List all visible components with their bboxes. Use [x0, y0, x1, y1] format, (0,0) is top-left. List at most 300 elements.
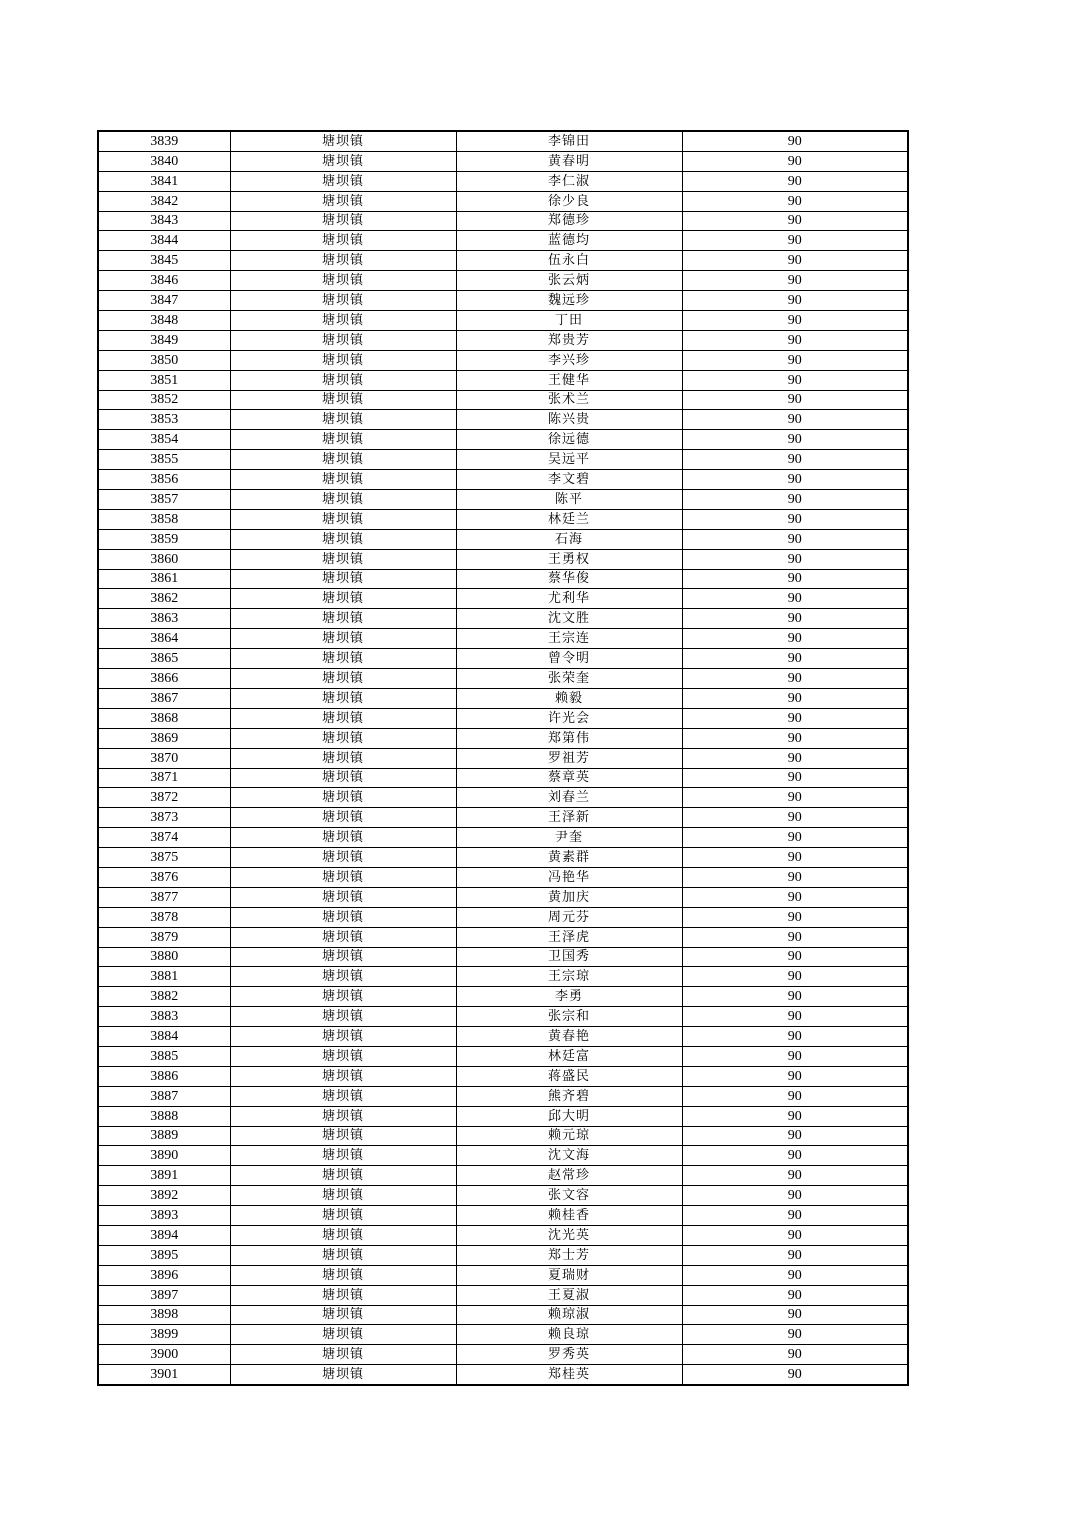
amount-cell: 90	[682, 569, 908, 589]
town-cell: 塘坝镇	[230, 1086, 456, 1106]
row-number-cell: 3872	[98, 788, 230, 808]
person-name-cell: 邱大明	[456, 1106, 682, 1126]
amount-cell: 90	[682, 529, 908, 549]
person-name-cell: 李仁淑	[456, 171, 682, 191]
row-number-cell: 3892	[98, 1186, 230, 1206]
amount-cell: 90	[682, 1325, 908, 1345]
amount-cell: 90	[682, 887, 908, 907]
row-number-cell: 3862	[98, 589, 230, 609]
amount-cell: 90	[682, 688, 908, 708]
town-cell: 塘坝镇	[230, 271, 456, 291]
town-cell: 塘坝镇	[230, 1186, 456, 1206]
person-name-cell: 林廷兰	[456, 509, 682, 529]
table-row	[98, 1325, 908, 1345]
row-number-cell: 3846	[98, 271, 230, 291]
table-row	[98, 669, 908, 689]
row-number-cell: 3845	[98, 251, 230, 271]
person-name-cell: 黄加庆	[456, 887, 682, 907]
person-name-cell: 沈文海	[456, 1146, 682, 1166]
person-name-cell: 冯艳华	[456, 867, 682, 887]
amount-cell: 90	[682, 151, 908, 171]
row-number-cell: 3880	[98, 947, 230, 967]
amount-cell: 90	[682, 131, 908, 151]
table-row	[98, 728, 908, 748]
row-number-cell: 3848	[98, 311, 230, 331]
table-row	[98, 410, 908, 430]
town-cell: 塘坝镇	[230, 191, 456, 211]
person-name-cell: 王夏淑	[456, 1285, 682, 1305]
row-number-cell: 3840	[98, 151, 230, 171]
row-number-cell: 3867	[98, 688, 230, 708]
amount-cell: 90	[682, 390, 908, 410]
table-row	[98, 291, 908, 311]
person-name-cell: 张荣奎	[456, 669, 682, 689]
table-row	[98, 311, 908, 331]
row-number-cell: 3869	[98, 728, 230, 748]
person-name-cell: 赖元琼	[456, 1126, 682, 1146]
table-row	[98, 967, 908, 987]
person-name-cell: 蒋盛民	[456, 1066, 682, 1086]
row-number-cell: 3850	[98, 350, 230, 370]
person-name-cell: 魏远珍	[456, 291, 682, 311]
town-cell: 塘坝镇	[230, 1126, 456, 1146]
town-cell: 塘坝镇	[230, 748, 456, 768]
table-row	[98, 748, 908, 768]
person-name-cell: 张宗和	[456, 1007, 682, 1027]
table-row	[98, 1066, 908, 1086]
amount-cell: 90	[682, 291, 908, 311]
table-row	[98, 569, 908, 589]
town-cell: 塘坝镇	[230, 151, 456, 171]
person-name-cell: 黄春明	[456, 151, 682, 171]
town-cell: 塘坝镇	[230, 470, 456, 490]
table-row	[98, 1007, 908, 1027]
roster-table-body	[98, 131, 908, 1385]
amount-cell: 90	[682, 231, 908, 251]
town-cell: 塘坝镇	[230, 688, 456, 708]
table-row	[98, 1106, 908, 1126]
amount-cell: 90	[682, 1285, 908, 1305]
town-cell: 塘坝镇	[230, 828, 456, 848]
amount-cell: 90	[682, 1206, 908, 1226]
table-row	[98, 171, 908, 191]
town-cell: 塘坝镇	[230, 390, 456, 410]
table-row	[98, 509, 908, 529]
person-name-cell: 尤利华	[456, 589, 682, 609]
table-row	[98, 1166, 908, 1186]
person-name-cell: 沈光英	[456, 1225, 682, 1245]
town-cell: 塘坝镇	[230, 589, 456, 609]
person-name-cell: 徐少良	[456, 191, 682, 211]
table-row	[98, 271, 908, 291]
person-name-cell: 郑士芳	[456, 1245, 682, 1265]
town-cell: 塘坝镇	[230, 569, 456, 589]
person-name-cell: 张术兰	[456, 390, 682, 410]
table-row	[98, 987, 908, 1007]
town-cell: 塘坝镇	[230, 967, 456, 987]
town-cell: 塘坝镇	[230, 907, 456, 927]
row-number-cell: 3855	[98, 450, 230, 470]
town-cell: 塘坝镇	[230, 808, 456, 828]
amount-cell: 90	[682, 609, 908, 629]
row-number-cell: 3885	[98, 1046, 230, 1066]
row-number-cell: 3865	[98, 649, 230, 669]
amount-cell: 90	[682, 211, 908, 231]
table-row	[98, 1027, 908, 1047]
person-name-cell: 曾令明	[456, 649, 682, 669]
town-cell: 塘坝镇	[230, 1146, 456, 1166]
town-cell: 塘坝镇	[230, 1285, 456, 1305]
amount-cell: 90	[682, 470, 908, 490]
table-row	[98, 867, 908, 887]
table-row	[98, 887, 908, 907]
town-cell: 塘坝镇	[230, 1305, 456, 1325]
person-name-cell: 赖良琼	[456, 1325, 682, 1345]
row-number-cell: 3889	[98, 1126, 230, 1146]
amount-cell: 90	[682, 509, 908, 529]
amount-cell: 90	[682, 311, 908, 331]
table-row	[98, 470, 908, 490]
row-number-cell: 3879	[98, 927, 230, 947]
row-number-cell: 3857	[98, 490, 230, 510]
town-cell: 塘坝镇	[230, 867, 456, 887]
row-number-cell: 3893	[98, 1206, 230, 1226]
table-row	[98, 649, 908, 669]
amount-cell: 90	[682, 768, 908, 788]
row-number-cell: 3868	[98, 708, 230, 728]
row-number-cell: 3839	[98, 131, 230, 151]
table-row	[98, 211, 908, 231]
row-number-cell: 3856	[98, 470, 230, 490]
amount-cell: 90	[682, 947, 908, 967]
person-name-cell: 王宗琼	[456, 967, 682, 987]
person-name-cell: 尹奎	[456, 828, 682, 848]
table-row	[98, 1225, 908, 1245]
person-name-cell: 陈平	[456, 490, 682, 510]
town-cell: 塘坝镇	[230, 1027, 456, 1047]
person-name-cell: 黄素群	[456, 848, 682, 868]
amount-cell: 90	[682, 1365, 908, 1385]
amount-cell: 90	[682, 251, 908, 271]
person-name-cell: 李勇	[456, 987, 682, 1007]
row-number-cell: 3899	[98, 1325, 230, 1345]
table-row	[98, 1305, 908, 1325]
table-row	[98, 907, 908, 927]
town-cell: 塘坝镇	[230, 629, 456, 649]
table-row	[98, 1365, 908, 1385]
town-cell: 塘坝镇	[230, 1066, 456, 1086]
row-number-cell: 3871	[98, 768, 230, 788]
table-row	[98, 330, 908, 350]
town-cell: 塘坝镇	[230, 311, 456, 331]
amount-cell: 90	[682, 1305, 908, 1325]
table-row	[98, 1285, 908, 1305]
table-row	[98, 1345, 908, 1365]
town-cell: 塘坝镇	[230, 430, 456, 450]
amount-cell: 90	[682, 549, 908, 569]
row-number-cell: 3841	[98, 171, 230, 191]
town-cell: 塘坝镇	[230, 649, 456, 669]
town-cell: 塘坝镇	[230, 350, 456, 370]
amount-cell: 90	[682, 629, 908, 649]
row-number-cell: 3866	[98, 669, 230, 689]
table-row	[98, 131, 908, 151]
person-name-cell: 李兴珍	[456, 350, 682, 370]
town-cell: 塘坝镇	[230, 1206, 456, 1226]
town-cell: 塘坝镇	[230, 291, 456, 311]
row-number-cell: 3870	[98, 748, 230, 768]
row-number-cell: 3884	[98, 1027, 230, 1047]
row-number-cell: 3864	[98, 629, 230, 649]
amount-cell: 90	[682, 788, 908, 808]
table-row	[98, 808, 908, 828]
row-number-cell: 3887	[98, 1086, 230, 1106]
person-name-cell: 王勇权	[456, 549, 682, 569]
row-number-cell: 3891	[98, 1166, 230, 1186]
table-row	[98, 1265, 908, 1285]
person-name-cell: 刘春兰	[456, 788, 682, 808]
row-number-cell: 3888	[98, 1106, 230, 1126]
person-name-cell: 王泽新	[456, 808, 682, 828]
amount-cell: 90	[682, 669, 908, 689]
amount-cell: 90	[682, 907, 908, 927]
town-cell: 塘坝镇	[230, 410, 456, 430]
town-cell: 塘坝镇	[230, 1225, 456, 1245]
town-cell: 塘坝镇	[230, 330, 456, 350]
person-name-cell: 陈兴贵	[456, 410, 682, 430]
town-cell: 塘坝镇	[230, 1007, 456, 1027]
table-row	[98, 589, 908, 609]
town-cell: 塘坝镇	[230, 509, 456, 529]
person-name-cell: 李锦田	[456, 131, 682, 151]
table-row	[98, 350, 908, 370]
town-cell: 塘坝镇	[230, 450, 456, 470]
amount-cell: 90	[682, 1166, 908, 1186]
town-cell: 塘坝镇	[230, 1265, 456, 1285]
person-name-cell: 王健华	[456, 370, 682, 390]
table-row	[98, 251, 908, 271]
row-number-cell: 3847	[98, 291, 230, 311]
amount-cell: 90	[682, 271, 908, 291]
person-name-cell: 蔡华俊	[456, 569, 682, 589]
table-row	[98, 370, 908, 390]
table-row	[98, 390, 908, 410]
person-name-cell: 王泽虎	[456, 927, 682, 947]
amount-cell: 90	[682, 967, 908, 987]
table-row	[98, 848, 908, 868]
town-cell: 塘坝镇	[230, 231, 456, 251]
row-number-cell: 3852	[98, 390, 230, 410]
amount-cell: 90	[682, 1345, 908, 1365]
person-name-cell: 李文碧	[456, 470, 682, 490]
town-cell: 塘坝镇	[230, 1106, 456, 1126]
row-number-cell: 3901	[98, 1365, 230, 1385]
row-number-cell: 3900	[98, 1345, 230, 1365]
table-row	[98, 529, 908, 549]
amount-cell: 90	[682, 927, 908, 947]
amount-cell: 90	[682, 171, 908, 191]
row-number-cell: 3859	[98, 529, 230, 549]
roster-table	[97, 130, 909, 1386]
row-number-cell: 3896	[98, 1265, 230, 1285]
row-number-cell: 3843	[98, 211, 230, 231]
row-number-cell: 3890	[98, 1146, 230, 1166]
table-row	[98, 629, 908, 649]
amount-cell: 90	[682, 410, 908, 430]
table-row	[98, 788, 908, 808]
town-cell: 塘坝镇	[230, 370, 456, 390]
person-name-cell: 张文容	[456, 1186, 682, 1206]
amount-cell: 90	[682, 728, 908, 748]
amount-cell: 90	[682, 1146, 908, 1166]
row-number-cell: 3875	[98, 848, 230, 868]
town-cell: 塘坝镇	[230, 549, 456, 569]
town-cell: 塘坝镇	[230, 887, 456, 907]
amount-cell: 90	[682, 450, 908, 470]
row-number-cell: 3854	[98, 430, 230, 450]
row-number-cell: 3851	[98, 370, 230, 390]
person-name-cell: 赖毅	[456, 688, 682, 708]
amount-cell: 90	[682, 987, 908, 1007]
town-cell: 塘坝镇	[230, 947, 456, 967]
amount-cell: 90	[682, 867, 908, 887]
person-name-cell: 罗秀英	[456, 1345, 682, 1365]
table-row	[98, 450, 908, 470]
town-cell: 塘坝镇	[230, 768, 456, 788]
person-name-cell: 郑桂英	[456, 1365, 682, 1385]
row-number-cell: 3883	[98, 1007, 230, 1027]
amount-cell: 90	[682, 748, 908, 768]
amount-cell: 90	[682, 589, 908, 609]
person-name-cell: 丁田	[456, 311, 682, 331]
person-name-cell: 沈文胜	[456, 609, 682, 629]
person-name-cell: 赖桂香	[456, 1206, 682, 1226]
person-name-cell: 林廷富	[456, 1046, 682, 1066]
person-name-cell: 张云炳	[456, 271, 682, 291]
amount-cell: 90	[682, 848, 908, 868]
town-cell: 塘坝镇	[230, 529, 456, 549]
amount-cell: 90	[682, 1007, 908, 1027]
person-name-cell: 熊齐碧	[456, 1086, 682, 1106]
amount-cell: 90	[682, 430, 908, 450]
table-row	[98, 151, 908, 171]
town-cell: 塘坝镇	[230, 1365, 456, 1385]
town-cell: 塘坝镇	[230, 131, 456, 151]
person-name-cell: 王宗连	[456, 629, 682, 649]
table-row	[98, 1245, 908, 1265]
row-number-cell: 3894	[98, 1225, 230, 1245]
town-cell: 塘坝镇	[230, 1325, 456, 1345]
row-number-cell: 3886	[98, 1066, 230, 1086]
row-number-cell: 3849	[98, 330, 230, 350]
amount-cell: 90	[682, 370, 908, 390]
person-name-cell: 蓝德均	[456, 231, 682, 251]
amount-cell: 90	[682, 1027, 908, 1047]
person-name-cell: 吴远平	[456, 450, 682, 470]
table-row	[98, 708, 908, 728]
amount-cell: 90	[682, 1086, 908, 1106]
town-cell: 塘坝镇	[230, 211, 456, 231]
amount-cell: 90	[682, 1066, 908, 1086]
person-name-cell: 周元芬	[456, 907, 682, 927]
table-row	[98, 549, 908, 569]
town-cell: 塘坝镇	[230, 171, 456, 191]
table-row	[98, 828, 908, 848]
amount-cell: 90	[682, 1225, 908, 1245]
row-number-cell: 3842	[98, 191, 230, 211]
town-cell: 塘坝镇	[230, 1245, 456, 1265]
town-cell: 塘坝镇	[230, 1046, 456, 1066]
table-row	[98, 1206, 908, 1226]
amount-cell: 90	[682, 1186, 908, 1206]
town-cell: 塘坝镇	[230, 669, 456, 689]
person-name-cell: 蔡章英	[456, 768, 682, 788]
row-number-cell: 3844	[98, 231, 230, 251]
row-number-cell: 3898	[98, 1305, 230, 1325]
person-name-cell: 徐远德	[456, 430, 682, 450]
town-cell: 塘坝镇	[230, 1166, 456, 1186]
table-row	[98, 1126, 908, 1146]
town-cell: 塘坝镇	[230, 251, 456, 271]
row-number-cell: 3873	[98, 808, 230, 828]
amount-cell: 90	[682, 1046, 908, 1066]
person-name-cell: 罗祖芳	[456, 748, 682, 768]
table-row	[98, 490, 908, 510]
table-row	[98, 1146, 908, 1166]
amount-cell: 90	[682, 191, 908, 211]
roster-sheet	[97, 130, 907, 1386]
table-row	[98, 927, 908, 947]
amount-cell: 90	[682, 828, 908, 848]
person-name-cell: 郑贵芳	[456, 330, 682, 350]
row-number-cell: 3874	[98, 828, 230, 848]
table-row	[98, 609, 908, 629]
person-name-cell: 伍永白	[456, 251, 682, 271]
amount-cell: 90	[682, 708, 908, 728]
row-number-cell: 3882	[98, 987, 230, 1007]
row-number-cell: 3877	[98, 887, 230, 907]
town-cell: 塘坝镇	[230, 987, 456, 1007]
amount-cell: 90	[682, 1126, 908, 1146]
row-number-cell: 3861	[98, 569, 230, 589]
table-row	[98, 947, 908, 967]
row-number-cell: 3895	[98, 1245, 230, 1265]
amount-cell: 90	[682, 649, 908, 669]
table-row	[98, 1046, 908, 1066]
town-cell: 塘坝镇	[230, 728, 456, 748]
person-name-cell: 卫国秀	[456, 947, 682, 967]
person-name-cell: 郑第伟	[456, 728, 682, 748]
table-row	[98, 1086, 908, 1106]
town-cell: 塘坝镇	[230, 1345, 456, 1365]
row-number-cell: 3860	[98, 549, 230, 569]
amount-cell: 90	[682, 808, 908, 828]
town-cell: 塘坝镇	[230, 848, 456, 868]
amount-cell: 90	[682, 490, 908, 510]
town-cell: 塘坝镇	[230, 490, 456, 510]
person-name-cell: 黄春艳	[456, 1027, 682, 1047]
row-number-cell: 3881	[98, 967, 230, 987]
amount-cell: 90	[682, 350, 908, 370]
town-cell: 塘坝镇	[230, 609, 456, 629]
table-row	[98, 1186, 908, 1206]
table-row	[98, 191, 908, 211]
amount-cell: 90	[682, 1106, 908, 1126]
row-number-cell: 3878	[98, 907, 230, 927]
person-name-cell: 许光会	[456, 708, 682, 728]
person-name-cell: 石海	[456, 529, 682, 549]
table-row	[98, 688, 908, 708]
